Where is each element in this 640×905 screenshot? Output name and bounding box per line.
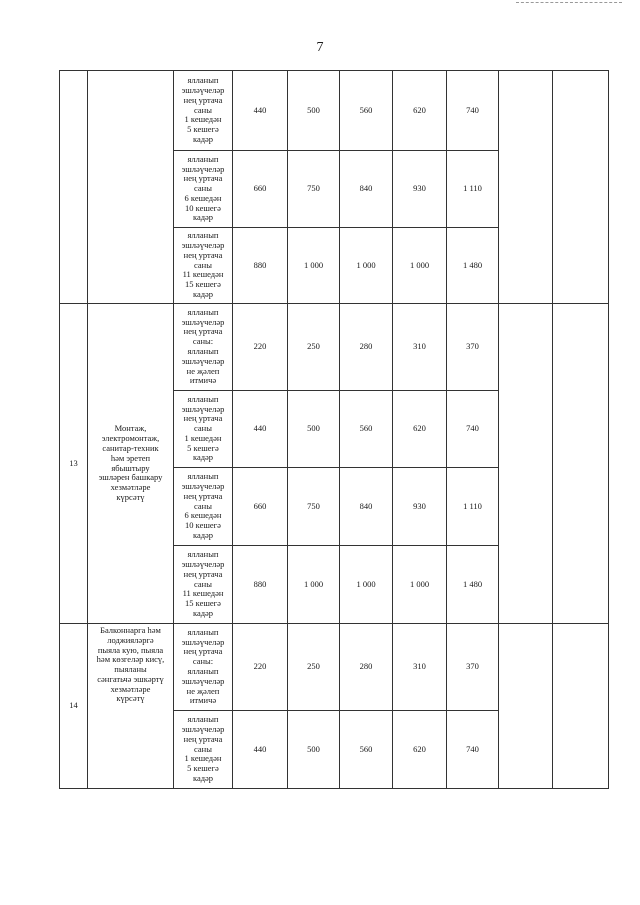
- row-index: 13: [60, 304, 88, 624]
- value-cell: 880: [233, 228, 288, 304]
- page-number: 7: [316, 40, 324, 55]
- service-name: Балконнарга һәм лоджияләргә пыяла кую, пыяла һәм көзгеләр кисү, пыяланы сәнгатьчә эшкәртү хезмәтләре күрсәтү: [88, 624, 174, 789]
- value-cell: 500: [288, 711, 340, 789]
- value-cell: 840: [340, 151, 393, 228]
- value-cell: 1 000: [288, 546, 340, 624]
- row-description: ялланып эшләүчеләр нең уртача саны 1 кешедән 5 кешегә кадәр: [174, 391, 233, 468]
- value-cell: 750: [288, 151, 340, 228]
- empty-cell: [553, 71, 609, 304]
- row-description: ялланып эшләүчеләр нең уртача саны 11 кешедән 15 кешегә кадәр: [174, 228, 233, 304]
- value-cell: 220: [233, 304, 288, 391]
- value-cell: 750: [288, 468, 340, 546]
- value-cell: 840: [340, 468, 393, 546]
- value-cell: 500: [288, 391, 340, 468]
- value-cell: 280: [340, 624, 393, 711]
- row-description: ялланып эшләүчеләр нең уртача саны: ялланып эшләүчеләр не җәлеп итмичә: [174, 624, 233, 711]
- empty-cell: [499, 71, 553, 304]
- value-cell: 500: [288, 71, 340, 151]
- empty-cell: [499, 304, 553, 624]
- value-cell: 560: [340, 391, 393, 468]
- value-cell: 1 000: [340, 228, 393, 304]
- value-cell: 1 480: [447, 546, 499, 624]
- value-cell: 740: [447, 391, 499, 468]
- value-cell: 370: [447, 304, 499, 391]
- value-cell: 740: [447, 711, 499, 789]
- value-cell: 1 000: [393, 228, 447, 304]
- value-cell: 250: [288, 624, 340, 711]
- value-cell: 930: [393, 151, 447, 228]
- table-row: [60, 304, 609, 391]
- value-cell: 1 000: [340, 546, 393, 624]
- row-index: 14: [60, 624, 88, 789]
- value-cell: 310: [393, 304, 447, 391]
- value-cell: 280: [340, 304, 393, 391]
- value-cell: 440: [233, 711, 288, 789]
- value-cell: 620: [393, 71, 447, 151]
- value-cell: 310: [393, 624, 447, 711]
- row-description: ялланып эшләүчеләр нең уртача саны 1 кешедән 5 кешегә кадәр: [174, 711, 233, 789]
- row-description: ялланып эшләүчеләр нең уртача саны 1 кешедән 5 кешегә кадәр: [174, 71, 233, 151]
- value-cell: 560: [340, 71, 393, 151]
- row-description: ялланып эшләүчеләр нең уртача саны 11 кешедән 15 кешегә кадәр: [174, 546, 233, 624]
- value-cell: 620: [393, 391, 447, 468]
- value-cell: 370: [447, 624, 499, 711]
- value-cell: 660: [233, 468, 288, 546]
- value-cell: 1 480: [447, 228, 499, 304]
- name-cell: [88, 71, 174, 304]
- empty-cell: [499, 624, 553, 789]
- value-cell: 1 000: [393, 546, 447, 624]
- table-row: [60, 624, 609, 711]
- row-description: ялланып эшләүчеләр нең уртача саны: ялланып эшләүчеләр не җәлеп итмичә: [174, 304, 233, 391]
- value-cell: 880: [233, 546, 288, 624]
- value-cell: 440: [233, 391, 288, 468]
- row-description: ялланып эшләүчеләр нең уртача саны 6 кешедән 10 кешегә кадәр: [174, 468, 233, 546]
- value-cell: 1 110: [447, 151, 499, 228]
- value-cell: 740: [447, 71, 499, 151]
- value-cell: 250: [288, 304, 340, 391]
- scan-mark: [516, 2, 622, 4]
- value-cell: 620: [393, 711, 447, 789]
- empty-cell: [553, 624, 609, 789]
- value-cell: 560: [340, 711, 393, 789]
- tariff-table: [59, 70, 609, 789]
- service-name: Монтаж, электромонтаж, санитар-техник һәм эретеп ябыштыру эшләрен башкару хезмәтләре күрсәтү: [88, 304, 174, 624]
- value-cell: 1 000: [288, 228, 340, 304]
- index-cell: [60, 71, 88, 304]
- value-cell: 440: [233, 71, 288, 151]
- value-cell: 660: [233, 151, 288, 228]
- value-cell: 1 110: [447, 468, 499, 546]
- value-cell: 930: [393, 468, 447, 546]
- empty-cell: [553, 304, 609, 624]
- table-row: [60, 71, 609, 151]
- value-cell: 220: [233, 624, 288, 711]
- row-description: ялланып эшләүчеләр нең уртача саны 6 кешедән 10 кешегә кадәр: [174, 151, 233, 228]
